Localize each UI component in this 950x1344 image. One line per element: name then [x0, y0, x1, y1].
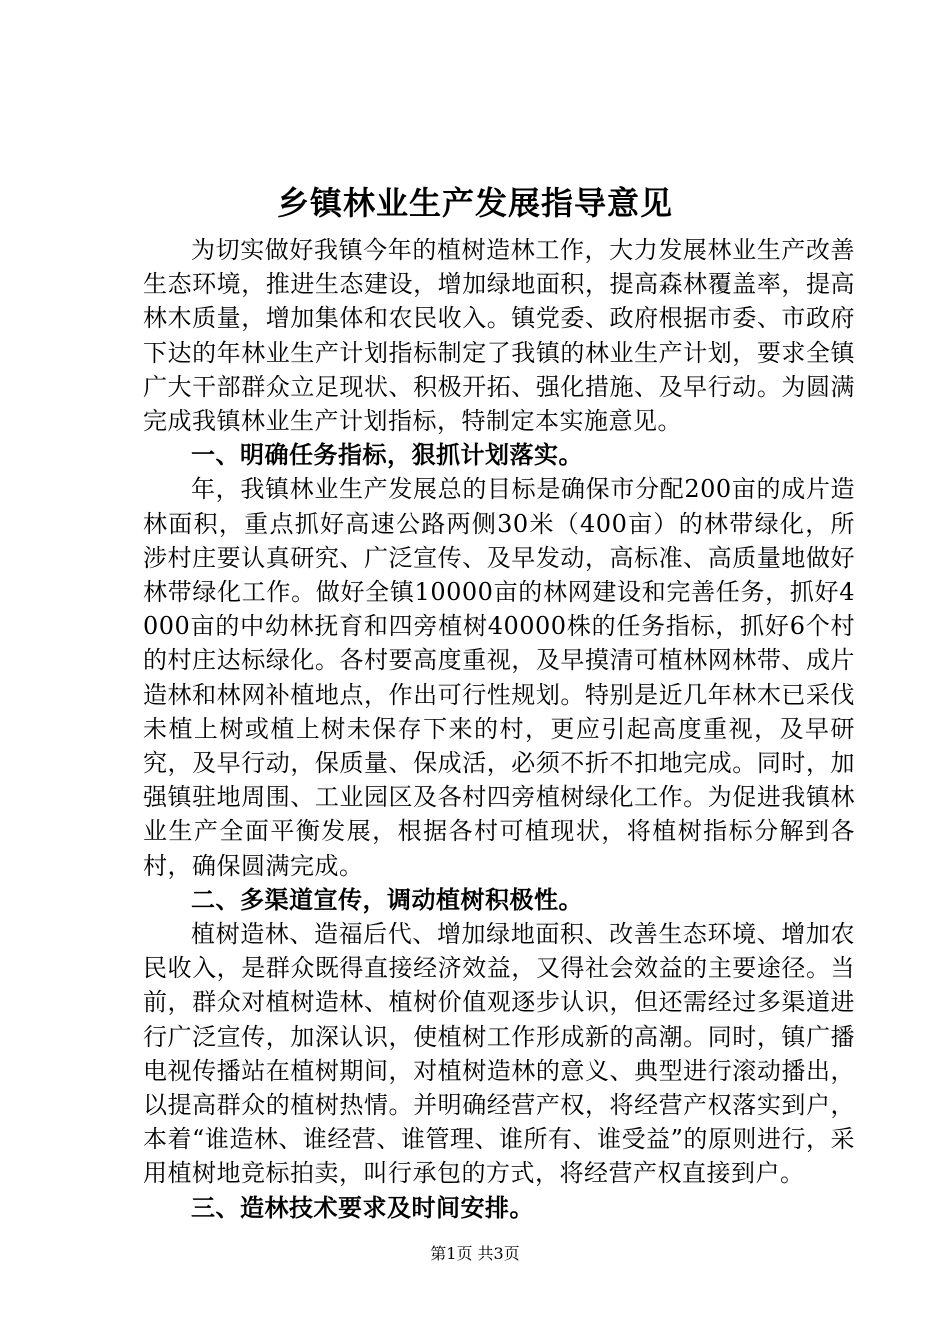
section-heading-2: 二、多渠道宣传，调动植树积极性。 [191, 885, 583, 914]
section-heading-3: 三、造林技术要求及时间安排。 [191, 1193, 534, 1222]
document-title: 乡镇林业生产发展指导意见 [276, 184, 673, 222]
section-1-paragraph: 年，我镇林业生产发展总的目标是确保市分配200亩的成片造林面积，重点抓好高速公路两侧30米（400亩）的林带绿化，所涉村庄要认真研究、广泛宣传、及早发动，高标准、高质量地做好林带绿化工作。做好全镇10000亩的林网建设和完善任务，抓好4000亩的中幼林抚育和四旁植树40000株的任务指标，抓好6个村的村庄达标绿化。各村要高度重视，及早摸清可植林网林带、成片造林和林网补植地点，作出可行性规划。特别是近几年林木已采伐未植上树或植上树未保存下来的村，更应引起高度重视，及早研究，及早行动，保质量、保成活，必须不折不扣地完成。同时，加强镇驻地周围、工业园区及各村四旁植树绿化工作。为促进我镇林业生产全面平衡发展，根据各村可植现状，将植树指标分解到各村，确保圆满完成。 [143, 475, 855, 880]
section-heading-1: 一、明确任务指标，狠抓计划落实。 [191, 441, 583, 470]
document-body [143, 233, 855, 1225]
intro-paragraph: 为切实做好我镇今年的植树造林工作，大力发展林业生产改善生态环境，推进生态建设，增加绿地面积，提高森林覆盖率，提高林木质量，增加集体和农民收入。镇党委、政府根据市委、市政府下达的年林业生产计划指标制定了我镇的林业生产计划，要求全镇广大干部群众立足现状、积极开拓、强化措施、及早行动。为圆满完成我镇林业生产计划指标，特制定本实施意见。 [143, 236, 855, 436]
section-2-paragraph: 植树造林、造福后代、增加绿地面积、改善生态环境、增加农民收入，是群众既得直接经济效益，又得社会效益的主要途径。当前，群众对植树造林、植树价值观逐步认识，但还需经过多渠道进行广泛宣传，加深认识，使植树工作形成新的高潮。同时，镇广播电视传播站在植树期间，对植树造林的意义、典型进行滚动播出，以提高群众的植树热情。并明确经营产权，将经营产权落实到户，本着“谁造林、谁经营、谁管理、谁所有、谁受益”的原则进行，采用植树地竞标拍卖，叫行承包的方式，将经营产权直接到户。 [143, 920, 855, 1188]
page-number-footer: 第1页 共3页 [430, 1244, 520, 1263]
